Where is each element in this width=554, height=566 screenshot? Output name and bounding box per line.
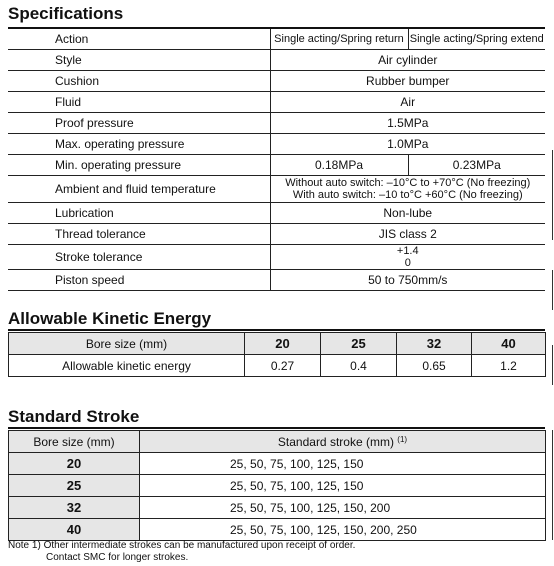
- spec-row-fluid: [8, 92, 545, 113]
- footnote-reference: (1): [397, 434, 408, 444]
- spec-row-max-pressure: [8, 134, 545, 155]
- stroke-row: [9, 453, 546, 475]
- specifications-table: [8, 29, 545, 291]
- stroke-values-cell: 25, 50, 75, 100, 125, 150, 200: [140, 497, 546, 519]
- bore-size-cell: 25: [9, 475, 140, 497]
- bore-size-header: Bore size (mm): [9, 333, 245, 355]
- stroke-header-row: [9, 431, 546, 453]
- spec-row-min-pressure: [8, 155, 545, 176]
- spec-value: Rubber bumper: [270, 71, 545, 92]
- bore-size-cell: 32: [397, 333, 472, 355]
- spec-label: Proof pressure: [8, 113, 270, 134]
- bore-size-cell: 32: [9, 497, 140, 519]
- kinetic-header-row: [9, 333, 546, 355]
- spec-label: Min. operating pressure: [8, 155, 270, 176]
- standard-stroke-title: Standard Stroke: [8, 407, 140, 426]
- bore-size-cell: 40: [9, 519, 140, 541]
- stroke-row: [9, 519, 546, 541]
- spec-value: 0.23MPa: [408, 155, 545, 176]
- kinetic-value-cell: 0.65: [397, 355, 472, 377]
- kinetic-value-row: [9, 355, 546, 377]
- kinetic-value-cell: 1.2: [472, 355, 546, 377]
- standard-stroke-header: [140, 431, 546, 453]
- page-edge-mark: [552, 430, 553, 540]
- spec-label: Ambient and fluid temperature: [8, 176, 270, 203]
- spec-row-thread-tolerance: [8, 224, 545, 245]
- standard-stroke-header-label: Standard stroke (mm): [277, 434, 394, 449]
- stroke-top-rule: [8, 427, 545, 429]
- spec-label: Fluid: [8, 92, 270, 113]
- footnote-line: Note 1) Other intermediate strokes can be manufactured upon receipt of order.: [8, 540, 356, 551]
- spec-value-line: With auto switch: –10 to°C +60°C (No freezing): [292, 189, 523, 201]
- kinetic-value-cell: 0.4: [321, 355, 397, 377]
- standard-stroke-table: [8, 430, 546, 541]
- bore-size-cell: 25: [321, 333, 397, 355]
- footnote: [8, 540, 355, 564]
- spec-value: Air: [270, 92, 545, 113]
- spec-label: Thread tolerance: [8, 224, 270, 245]
- page-edge-mark: [552, 150, 553, 240]
- kinetic-energy-table: [8, 332, 546, 377]
- stroke-row: [9, 497, 546, 519]
- spec-row-cushion: [8, 71, 545, 92]
- bore-size-cell: 20: [245, 333, 321, 355]
- spec-label: Cushion: [8, 71, 270, 92]
- spec-label: Stroke tolerance: [8, 245, 270, 270]
- spec-value: [270, 245, 545, 270]
- kinetic-value-cell: 0.27: [245, 355, 321, 377]
- spec-value: Air cylinder: [270, 50, 545, 71]
- stroke-values-cell: 25, 50, 75, 100, 125, 150: [140, 475, 546, 497]
- spec-row-proof-pressure: [8, 113, 545, 134]
- spec-label: Action: [8, 29, 270, 50]
- specifications-title: Specifications: [8, 4, 124, 23]
- kinetic-row-label: Allowable kinetic energy: [9, 355, 245, 377]
- spec-row-style: [8, 50, 545, 71]
- stroke-values-cell: 25, 50, 75, 100, 125, 150: [140, 453, 546, 475]
- page-edge-mark: [552, 345, 553, 385]
- spec-value: JIS class 2: [270, 224, 545, 245]
- spec-row-lubrication: [8, 203, 545, 224]
- tolerance-upper: +1.4: [396, 245, 419, 257]
- stroke-values-cell: 25, 50, 75, 100, 125, 150, 200, 250: [140, 519, 546, 541]
- kinetic-energy-title: Allowable Kinetic Energy: [8, 309, 212, 328]
- spec-value: 1.0MPa: [270, 134, 545, 155]
- kinetic-top-rule: [8, 329, 545, 331]
- spec-value: 50 to 750mm/s: [270, 270, 545, 291]
- bore-size-header: Bore size (mm): [9, 431, 140, 453]
- spec-label: Piston speed: [8, 270, 270, 291]
- bore-size-cell: 40: [472, 333, 546, 355]
- spec-value: [270, 176, 545, 203]
- spec-label: Style: [8, 50, 270, 71]
- spec-value: Single acting/Spring return: [270, 29, 408, 50]
- spec-value: 0.18MPa: [270, 155, 408, 176]
- spec-row-piston-speed: [8, 270, 545, 291]
- spec-value: 1.5MPa: [270, 113, 545, 134]
- spec-value-line: Without auto switch: –10°C to +70°C (No freezing): [285, 177, 531, 189]
- page-edge-mark: [552, 270, 553, 310]
- tolerance-lower: 0: [404, 257, 411, 269]
- footnote-line: Contact SMC for longer strokes.: [46, 552, 189, 563]
- spec-label: Max. operating pressure: [8, 134, 270, 155]
- spec-value: Non-lube: [270, 203, 545, 224]
- stroke-row: [9, 475, 546, 497]
- bore-size-cell: 20: [9, 453, 140, 475]
- spec-label: Lubrication: [8, 203, 270, 224]
- spec-row-stroke-tolerance: [8, 245, 545, 270]
- spec-row-action: [8, 29, 545, 50]
- spec-row-temperature: [8, 176, 545, 203]
- spec-value: Single acting/Spring extend: [408, 29, 545, 50]
